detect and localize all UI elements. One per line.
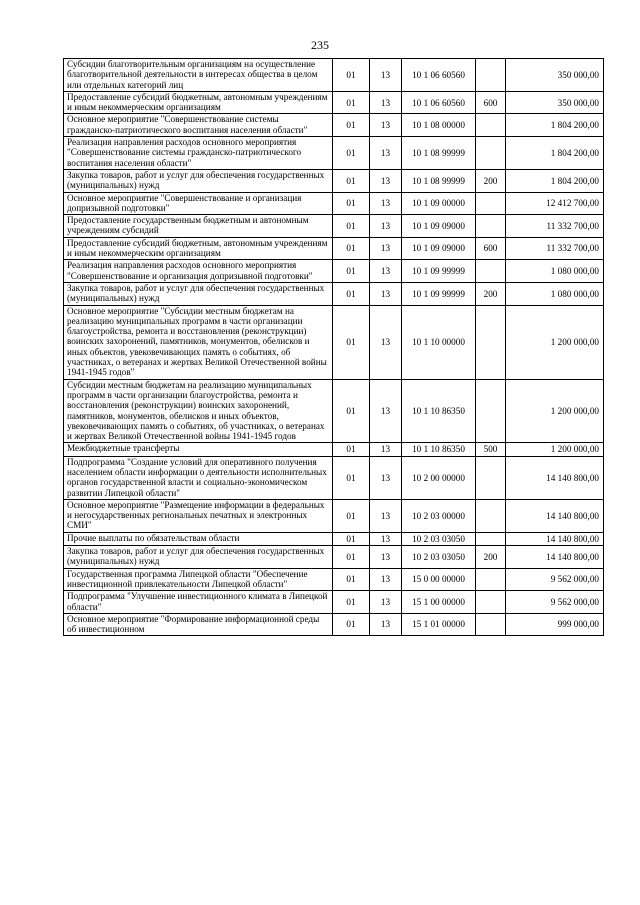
subsection-code-cell: 13 — [370, 137, 402, 170]
section-code-cell: 01 — [333, 137, 370, 170]
table-row — [64, 169, 604, 192]
expense-name-cell: Закупка товаров, работ и услуг для обеспечения государственных (муниципальных) нужд — [64, 546, 333, 569]
target-article-cell: 10 1 10 86350 — [402, 379, 476, 443]
expense-type-cell — [476, 499, 506, 532]
expense-name-cell: Предоставление субсидий бюджетным, автономным учреждениям и иным некоммерческим организациям — [64, 237, 333, 260]
section-code-cell: 01 — [333, 499, 370, 532]
target-article-cell: 10 2 03 00000 — [402, 499, 476, 532]
subsection-code-cell: 13 — [370, 568, 402, 591]
amount-cell: 14 140 800,00 — [506, 456, 604, 499]
amount-cell: 1 080 000,00 — [506, 260, 604, 283]
section-code-cell: 01 — [333, 169, 370, 192]
section-code-cell: 01 — [333, 613, 370, 636]
table-row — [64, 91, 604, 114]
table-row — [64, 282, 604, 305]
budget-table — [63, 58, 604, 636]
target-article-cell: 10 1 09 09000 — [402, 237, 476, 260]
expense-name-cell: Подпрограмма "Создание условий для оперативного получения населением области информации о деятельности исполнительных органов государственной власти и социально-экономическом развитии Липецкой области" — [64, 456, 333, 499]
expense-type-cell: 500 — [476, 443, 506, 456]
expense-name-cell: Основное мероприятие "Совершенствование и организация допризывной подготовки" — [64, 192, 333, 215]
table-row — [64, 456, 604, 499]
section-code-cell: 01 — [333, 237, 370, 260]
table-row — [64, 237, 604, 260]
subsection-code-cell: 13 — [370, 169, 402, 192]
section-code-cell: 01 — [333, 456, 370, 499]
expense-name-cell: Предоставление субсидий бюджетным, автономным учреждениям и иным некоммерческим организациям — [64, 91, 333, 114]
target-article-cell: 10 1 06 60560 — [402, 59, 476, 92]
expense-type-cell — [476, 613, 506, 636]
amount-cell: 14 140 800,00 — [506, 499, 604, 532]
amount-cell: 11 332 700,00 — [506, 237, 604, 260]
page-number: 235 — [311, 38, 329, 52]
expense-name-cell: Закупка товаров, работ и услуг для обеспечения государственных (муниципальных) нужд — [64, 282, 333, 305]
subsection-code-cell: 13 — [370, 499, 402, 532]
target-article-cell: 10 1 08 00000 — [402, 114, 476, 137]
table-row — [64, 379, 604, 443]
target-article-cell: 10 2 03 03050 — [402, 546, 476, 569]
section-code-cell: 01 — [333, 546, 370, 569]
target-article-cell: 10 1 06 60560 — [402, 91, 476, 114]
amount-cell: 9 562 000,00 — [506, 568, 604, 591]
expense-type-cell: 200 — [476, 169, 506, 192]
expense-name-cell: Основное мероприятие "Формирование информационной среды об инвестиционном — [64, 613, 333, 636]
table-row — [64, 532, 604, 545]
amount-cell: 1 200 000,00 — [506, 443, 604, 456]
target-article-cell: 10 1 09 00000 — [402, 192, 476, 215]
expense-type-cell — [476, 59, 506, 92]
amount-cell: 11 332 700,00 — [506, 215, 604, 238]
expense-type-cell: 200 — [476, 282, 506, 305]
section-code-cell: 01 — [333, 192, 370, 215]
expense-type-cell — [476, 215, 506, 238]
amount-cell: 999 000,00 — [506, 613, 604, 636]
section-code-cell: 01 — [333, 305, 370, 379]
amount-cell: 1 200 000,00 — [506, 379, 604, 443]
expense-name-cell: Закупка товаров, работ и услуг для обеспечения государственных (муниципальных) нужд — [64, 169, 333, 192]
expense-type-cell — [476, 532, 506, 545]
amount-cell: 350 000,00 — [506, 91, 604, 114]
expense-type-cell — [476, 192, 506, 215]
expense-type-cell — [476, 568, 506, 591]
table-row — [64, 499, 604, 532]
subsection-code-cell: 13 — [370, 613, 402, 636]
target-article-cell: 10 2 03 03050 — [402, 532, 476, 545]
subsection-code-cell: 13 — [370, 192, 402, 215]
subsection-code-cell: 13 — [370, 305, 402, 379]
subsection-code-cell: 13 — [370, 379, 402, 443]
expense-type-cell: 200 — [476, 546, 506, 569]
subsection-code-cell: 13 — [370, 215, 402, 238]
expense-name-cell: Подпрограмма "Улучшение инвестиционного климата в Липецкой области" — [64, 591, 333, 614]
expense-type-cell: 600 — [476, 91, 506, 114]
target-article-cell: 10 1 10 86350 — [402, 443, 476, 456]
expense-type-cell — [476, 137, 506, 170]
expense-type-cell — [476, 456, 506, 499]
section-code-cell: 01 — [333, 59, 370, 92]
target-article-cell: 10 2 00 00000 — [402, 456, 476, 499]
expense-name-cell: Прочие выплаты по обязательствам области — [64, 532, 333, 545]
expense-type-cell: 600 — [476, 237, 506, 260]
expense-name-cell: Основное мероприятие "Размещение информации в федеральных и негосударственных региональных печатных и электронных СМИ" — [64, 499, 333, 532]
section-code-cell: 01 — [333, 215, 370, 238]
table-row — [64, 305, 604, 379]
expense-name-cell: Основное мероприятие "Субсидии местным бюджетам на реализацию муниципальных программ в части организации благоустройства, ремонта и восстановления (реконструкции) воинских захоронений, памятников, монументов, обелисков и иных объектов, увековечивающих память о событиях, об участниках, о ветеранах и жертвах Великой Отечественной войны 1941-1945 годов" — [64, 305, 333, 379]
table-row — [64, 59, 604, 92]
section-code-cell: 01 — [333, 591, 370, 614]
subsection-code-cell: 13 — [370, 591, 402, 614]
expense-name-cell: Межбюджетные трансферты — [64, 443, 333, 456]
amount-cell: 1 200 000,00 — [506, 305, 604, 379]
expense-name-cell: Субсидии местным бюджетам на реализацию муниципальных программ в части организации благоустройства, ремонта и восстановления (реконструкции) воинских захоронений, памятников, монументов, обелисков и иных объектов, увековечивающих память о событиях, об участниках, о ветеранах и жертвах Великой Отечественной войны 1941-1945 годов — [64, 379, 333, 443]
subsection-code-cell: 13 — [370, 443, 402, 456]
target-article-cell: 15 1 01 00000 — [402, 613, 476, 636]
amount-cell: 9 562 000,00 — [506, 591, 604, 614]
target-article-cell: 10 1 10 00000 — [402, 305, 476, 379]
target-article-cell: 10 1 08 99999 — [402, 137, 476, 170]
amount-cell: 1 804 200,00 — [506, 137, 604, 170]
table-row — [64, 215, 604, 238]
expense-type-cell — [476, 114, 506, 137]
table-row — [64, 546, 604, 569]
subsection-code-cell: 13 — [370, 114, 402, 137]
target-article-cell: 10 1 09 99999 — [402, 260, 476, 283]
target-article-cell: 10 1 09 99999 — [402, 282, 476, 305]
section-code-cell: 01 — [333, 91, 370, 114]
section-code-cell: 01 — [333, 568, 370, 591]
subsection-code-cell: 13 — [370, 282, 402, 305]
subsection-code-cell: 13 — [370, 456, 402, 499]
expense-type-cell — [476, 379, 506, 443]
target-article-cell: 15 1 00 00000 — [402, 591, 476, 614]
table-row — [64, 137, 604, 170]
expense-type-cell — [476, 591, 506, 614]
table-row — [64, 192, 604, 215]
target-article-cell: 10 1 09 09000 — [402, 215, 476, 238]
expense-name-cell: Субсидии благотворительным организациям на осуществление благотворительной деятельности в интересах общества в целом или отдельных категорий лиц — [64, 59, 333, 92]
subsection-code-cell: 13 — [370, 260, 402, 283]
section-code-cell: 01 — [333, 379, 370, 443]
subsection-code-cell: 13 — [370, 546, 402, 569]
table-body — [64, 59, 604, 636]
expense-type-cell — [476, 260, 506, 283]
amount-cell: 14 140 800,00 — [506, 532, 604, 545]
table-row — [64, 260, 604, 283]
amount-cell: 1 804 200,00 — [506, 169, 604, 192]
section-code-cell: 01 — [333, 282, 370, 305]
table-row — [64, 591, 604, 614]
amount-cell: 350 000,00 — [506, 59, 604, 92]
amount-cell: 12 412 700,00 — [506, 192, 604, 215]
table-row — [64, 568, 604, 591]
table-row — [64, 443, 604, 456]
subsection-code-cell: 13 — [370, 91, 402, 114]
expense-name-cell: Предоставление государственным бюджетным и автономным учреждениям субсидий — [64, 215, 333, 238]
table-row — [64, 114, 604, 137]
target-article-cell: 15 0 00 00000 — [402, 568, 476, 591]
subsection-code-cell: 13 — [370, 59, 402, 92]
target-article-cell: 10 1 08 99999 — [402, 169, 476, 192]
expense-name-cell: Основное мероприятие "Совершенствование системы гражданско-патриотического воспитания населения области" — [64, 114, 333, 137]
expense-name-cell: Государственная программа Липецкой области "Обеспечение инвестиционной привлекательности Липецкой области" — [64, 568, 333, 591]
amount-cell: 14 140 800,00 — [506, 546, 604, 569]
subsection-code-cell: 13 — [370, 237, 402, 260]
section-code-cell: 01 — [333, 260, 370, 283]
amount-cell: 1 804 200,00 — [506, 114, 604, 137]
subsection-code-cell: 13 — [370, 532, 402, 545]
section-code-cell: 01 — [333, 443, 370, 456]
expense-name-cell: Реализация направления расходов основного мероприятия "Совершенствование системы гражданско-патриотического воспитания населения области" — [64, 137, 333, 170]
table-row — [64, 613, 604, 636]
section-code-cell: 01 — [333, 532, 370, 545]
section-code-cell: 01 — [333, 114, 370, 137]
expense-type-cell — [476, 305, 506, 379]
amount-cell: 1 080 000,00 — [506, 282, 604, 305]
expense-name-cell: Реализация направления расходов основного мероприятия "Совершенствование и организация допризывной подготовки" — [64, 260, 333, 283]
